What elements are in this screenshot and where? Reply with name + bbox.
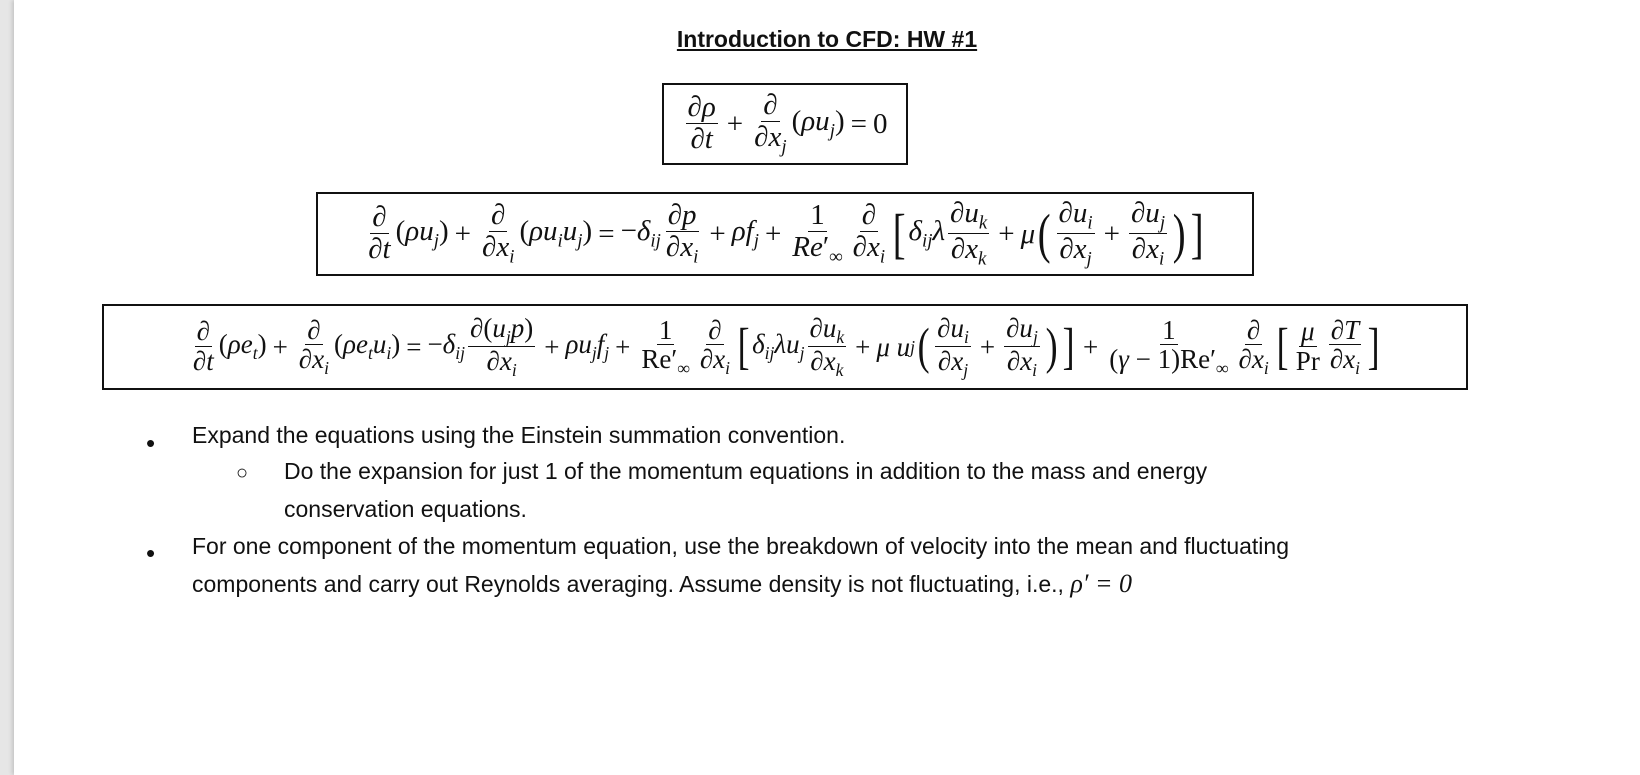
sub-list-item-line2: conservation equations.: [284, 496, 527, 522]
page-title: Introduction to CFD: HW #1: [676, 26, 978, 52]
list-item-text: components and carry out Reynolds averaging. Assume density is not fluctuating, i.e.,: [192, 571, 1071, 597]
sub-bullet-marker: ○: [236, 462, 249, 484]
energy-equation: $\frac{\partial}{\partial t}$ $(\rho e_t)$ + $\frac{\partial}{\partial x_i}$ $(\rho e_tu_i)$ = $-\delta_{ij}$ $\frac{\partial(u_jp)}{\partial x_i}$ + $\rho u_jf_j$ + $\frac{1}{Re'_\infty}$ $\frac{\partial}{\partial x_i}$ [ $\delta_{ij}\lambda u_j$ $\frac{\partial u_k}{\partial x_k}$ + μ u j ( $\frac{\partial u_i}{\partial x_j}$ + $\frac{\partial u_j}{\partial x_i}$ ) ] + $\frac{1}{(\gamma - 1)Re'_\infty}$ $\frac{\partial}{\partial x_i}$ [ $\frac{\mu}{Pr}$ $\frac{\partial T}{\partial x_i}$ ]: [102, 304, 1468, 390]
inline-math: ρ′ = 0: [1070, 569, 1133, 598]
sub-list-item-line1: Do the expansion for just 1 of the momentum equations in addition to the mass and energy: [284, 458, 1208, 484]
list-item-line1: For one component of the momentum equation, use the breakdown of velocity into the mean and fluctuating: [192, 533, 1290, 559]
bullet-marker: •: [146, 538, 156, 568]
list-item-line2: [192, 565, 1132, 603]
momentum-equation: $\frac{\partial}{\partial t}$ $(\rho u_j)$ + $\frac{\partial}{\partial x_i}$ $(\rho u_iu_j)$ = $-\delta_{ij}$ $\frac{\partial p}{\partial x_i}$ + $\rho f_j$ + $\frac{1}{Re'_\infty}$ $\frac{\partial}{\partial x_i}$ [ $\delta_{ij}\lambda$ $\frac{\partial u_k}{\partial x_k}$ + μ ( $\frac{\partial u_i}{\partial x_j}$ + $\frac{\partial u_j}{\partial x_i}$ ) ]: [316, 192, 1254, 276]
list-item: Expand the equations using the Einstein summation convention.: [192, 422, 846, 448]
bullet-marker: •: [146, 428, 156, 458]
mass-equation: $\frac{\partial\rho}{\partial t}$ + $\frac{\partial}{\partial x_j}$ $(\rho u_j)$ = 0: [662, 83, 908, 165]
document-page: [14, 0, 1640, 775]
